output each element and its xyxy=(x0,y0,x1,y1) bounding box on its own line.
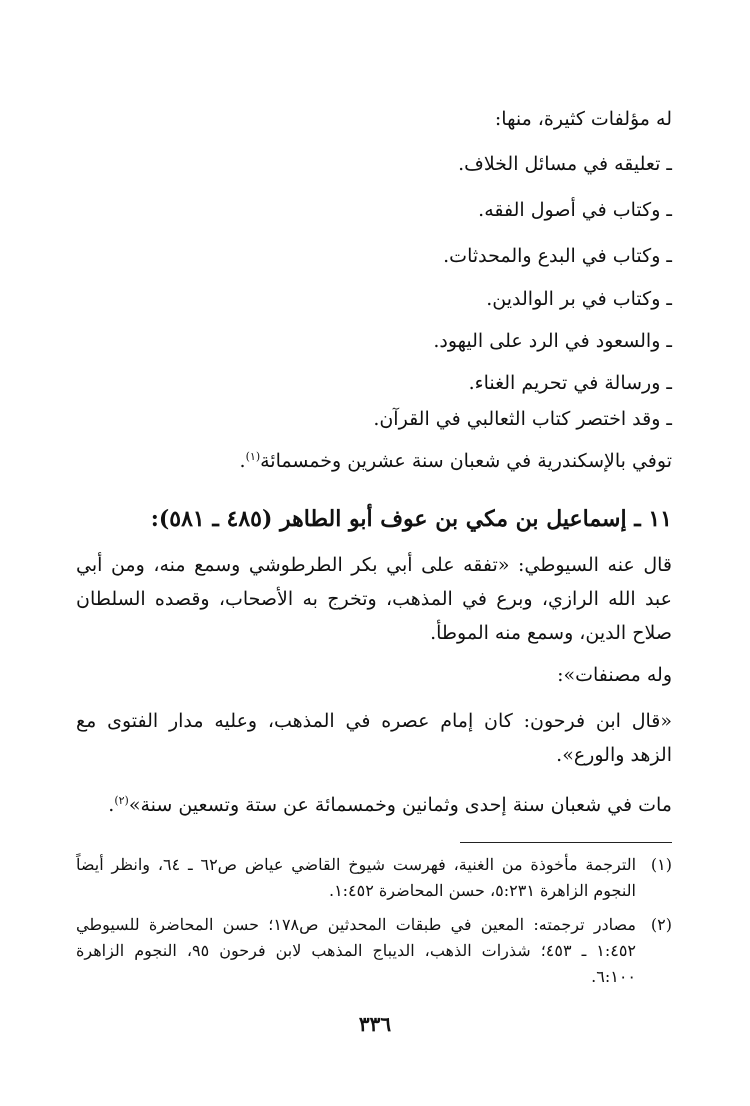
work-item: ـ والسعود في الرد على اليهود. xyxy=(433,330,672,352)
work-item: ـ ورسالة في تحريم الغناء. xyxy=(468,372,672,394)
death-note xyxy=(240,446,672,476)
work-item: ـ وكتاب في بر الوالدين. xyxy=(486,288,672,310)
footnote-line: ١:٤٥٢ ـ ٤٥٣؛ شذرات الذهب، الديباج المذهب لابن فرحون ٩٥، النجوم الزاهرة xyxy=(76,941,637,960)
footnote-number: (٢) xyxy=(650,915,672,934)
entry-heading: ١١ ـ إسماعيل بن مكي بن عوف أبو الطاهر (٤٨٥ ـ ٥٨١): xyxy=(150,506,672,532)
death-note-text: توفي بالإسكندرية في شعبان سنة عشرين وخمسمائة xyxy=(260,450,672,472)
paragraph-line: قال عنه السيوطي: «تفقه على أبي بكر الطرطوشي وسمع منه، ومن أبي xyxy=(76,554,673,576)
death-line xyxy=(108,790,672,820)
footnote-ref-2: (٢) xyxy=(114,794,129,807)
work-item: ـ وكتاب في أصول الفقه. xyxy=(478,199,672,221)
footnote-line: مصادر ترجمته: المعين في طبقات المحدثين ص١٧٨؛ حسن المحاضرة للسيوطي xyxy=(76,915,636,934)
works-intro: له مؤلفات كثيرة، منها: xyxy=(494,108,672,130)
footnote-1 xyxy=(76,852,672,904)
footnote-divider xyxy=(460,842,672,843)
work-item: ـ وقد اختصر كتاب الثعالبي في القرآن. xyxy=(373,408,672,430)
work-item: ـ تعليقه في مسائل الخلاف. xyxy=(458,153,672,175)
paragraph-line: عبد الله الرازي، وبرع في المذهب، وتخرج به الأصحاب، وقصده السلطان xyxy=(76,588,672,610)
work-item: ـ وكتاب في البدع والمحدثات. xyxy=(443,245,672,267)
footnote-2 xyxy=(76,912,672,990)
death-line-text: مات في شعبان سنة إحدى وثمانين وخمسمائة عن ستة وتسعين سنة» xyxy=(128,794,672,816)
footnote-line: النجوم الزاهرة ٥:٢٣١، حسن المحاضرة ١:٤٥٢. xyxy=(328,881,636,900)
quote-line: «قال ابن فرحون: كان إمام عصره في المذهب، وعليه مدار الفتوى مع xyxy=(76,710,672,732)
death-line-end: . xyxy=(108,794,115,816)
footnote-line: ٦:١٠٠. xyxy=(591,967,636,986)
death-note-end: . xyxy=(239,450,246,472)
footnote-ref-1: (١) xyxy=(245,450,261,463)
footnote-line: الترجمة مأخوذة من الغنية، فهرست شيوخ القاضي عياض ص٦٢ ـ ٦٤، وانظر أيضاً xyxy=(76,855,637,874)
footnote-number: (١) xyxy=(650,855,672,874)
paragraph-line: صلاح الدين، وسمع منه الموطأ. xyxy=(430,622,672,644)
page-number: ٣٣٦ xyxy=(358,1012,392,1036)
paragraph-line: وله مصنفات»: xyxy=(557,664,672,686)
quote-line: الزهد والورع». xyxy=(556,744,672,766)
